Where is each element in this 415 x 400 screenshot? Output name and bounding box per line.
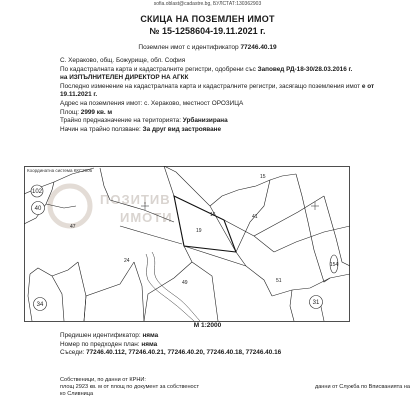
parcel-label-41: 34 bbox=[36, 302, 44, 308]
last-change-text: Последно изменение на кадастралната карта и кадастралните регистри, засягащо поземления имот bbox=[60, 82, 361, 90]
area-doc-text: площ 2923 кв. м от площ по документ за собственост bbox=[60, 384, 200, 391]
purpose-value: Урбанизирана bbox=[182, 117, 228, 125]
usage-value: За друг вид застрояване bbox=[142, 125, 222, 133]
place-prefix: ко bbox=[60, 391, 66, 398]
identifier-label: Поземлен имот с идентификатор bbox=[138, 44, 239, 51]
coordinate-system-label: Координатна система ККС2005 bbox=[27, 168, 93, 173]
parcel-label-47: 47 bbox=[70, 224, 76, 230]
address-line bbox=[60, 100, 410, 109]
purpose-line bbox=[60, 117, 410, 126]
parcel-label-51: 51 bbox=[276, 278, 282, 284]
cadastral-map bbox=[24, 166, 350, 322]
parcel-label-34: 41 bbox=[252, 214, 258, 220]
document-number: № 15-1258604-19.11.2021 г. bbox=[149, 26, 266, 36]
stream-line bbox=[146, 254, 194, 321]
parcel-boundaries bbox=[24, 166, 350, 321]
order-text: Заповед РД-18-30/28.03.2016 г. bbox=[257, 65, 353, 73]
subject-parcel bbox=[174, 196, 236, 252]
plan-no-label: Номер по предходен план: bbox=[60, 340, 140, 348]
usage-label: Начин на трайно ползване: bbox=[60, 125, 141, 133]
usage-line bbox=[60, 126, 410, 135]
area-line bbox=[60, 109, 410, 118]
map-basis-text: По кадастралната карта и кадастралните регистри, одобрени със bbox=[60, 65, 256, 73]
last-change-prefix: е от bbox=[361, 82, 375, 90]
neighbors-value: 77246.40.112, 77246.40.21, 77246.40.20, 77246.40.18, 77246.40.16 bbox=[86, 349, 282, 357]
parcel-label-40: 40 bbox=[34, 206, 42, 212]
parcel-references bbox=[60, 332, 410, 358]
parcel-label-16: 16 bbox=[210, 212, 216, 218]
watermark-text-top: ПОЗИТИВ bbox=[100, 192, 171, 207]
document-title: СКИЦА НА ПОЗЕМЛЕН ИМОТ bbox=[140, 14, 275, 24]
watermark-text-bottom: ИМОТИ bbox=[120, 210, 173, 225]
neighbors-label: Съседи: bbox=[60, 349, 85, 357]
place-line bbox=[60, 391, 410, 398]
address-label: Адрес на поземления имот: bbox=[60, 99, 143, 107]
agency-rest: на bbox=[403, 384, 410, 391]
last-change-line bbox=[60, 83, 410, 92]
last-change-date: 19.11.2021 г. bbox=[60, 91, 98, 99]
prev-id-label: Предишен идентификатор: bbox=[60, 332, 141, 339]
parcel-label-24: 24 bbox=[124, 258, 130, 264]
purpose-label: Трайно предназначение на територията: bbox=[60, 117, 182, 125]
prev-id-value: няма bbox=[142, 332, 159, 339]
order-by-line: на ИЗПЪЛНИТЕЛЕН ДИРЕКТОР НА АГКК bbox=[60, 74, 189, 82]
address-value: с. Хераково, местност ОРОЗИЦА bbox=[144, 99, 244, 107]
parcel-label-19: 19 bbox=[196, 228, 202, 234]
place-value: Сливница bbox=[67, 391, 94, 398]
parcel-label-31: 31 bbox=[312, 300, 320, 306]
parcel-identifier bbox=[0, 44, 415, 51]
area-label: Площ: bbox=[60, 108, 79, 116]
watermark-logo bbox=[50, 186, 173, 226]
parcel-label-102: 102 bbox=[31, 189, 43, 195]
krni-line: Собственици, по данни от КРНИ: bbox=[60, 377, 146, 383]
location-line: С. Хераково, общ. Божурище, обл. София bbox=[60, 57, 186, 64]
ownership-footer bbox=[60, 377, 410, 399]
agency-text bbox=[315, 384, 410, 391]
plan-no-value: няма bbox=[141, 340, 158, 348]
parcel-label-154: 154 bbox=[329, 262, 339, 268]
neighbors-line bbox=[60, 349, 410, 358]
map-frame bbox=[25, 167, 350, 322]
map-scale: M 1:2000 bbox=[193, 322, 222, 329]
property-info bbox=[60, 57, 410, 134]
area-value: 2999 кв. м bbox=[80, 108, 113, 116]
parcel-label-49: 49 bbox=[182, 280, 188, 286]
agency-label: данни от Служба по Вписванията bbox=[314, 384, 403, 391]
header-contact: sofia.oblast@cadastre.bg, БУЛСТАТ:130362903 bbox=[153, 1, 262, 7]
parcel-label-15: 15 bbox=[260, 174, 266, 180]
area-agency-line bbox=[60, 384, 410, 391]
prev-id-line bbox=[60, 332, 410, 341]
identifier-value: 77246.40.19 bbox=[240, 44, 277, 51]
plan-no-line bbox=[60, 341, 410, 350]
map-basis-line bbox=[60, 66, 410, 75]
